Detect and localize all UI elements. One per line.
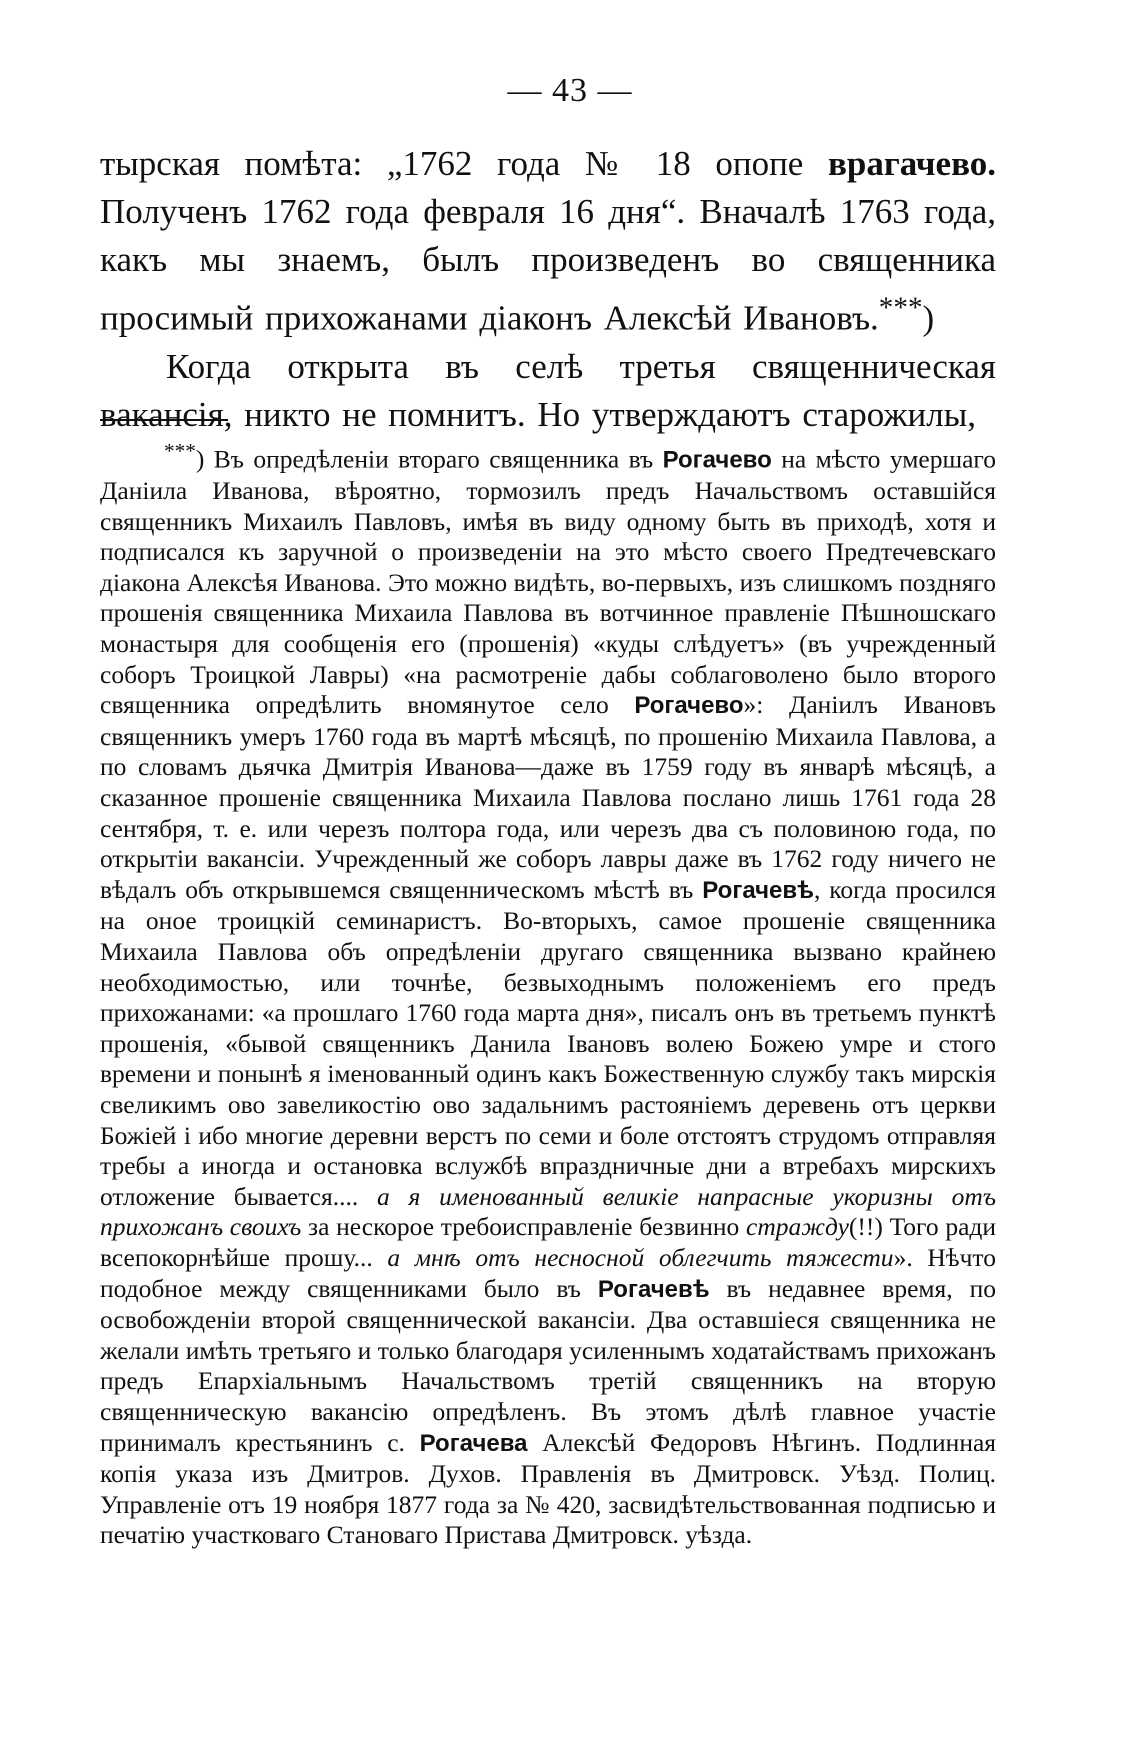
text-run: , когда просился на оное троицкій семинаристъ. Во-вторыхъ, самое прошеніе священника Михаила Павлова объ опредѣленіи другаго священника вызвано крайнею необходимостью, или точнѣе, безвыходнымъ положеніемъ его предъ прихожанами: «а прошлаго 1760 года марта дня», писалъ онъ въ третьемъ пунктѣ прошенія, «бывой священникъ Данила Івановъ волею Божею умре и стого времени и понынѣ я іменованный одинъ какъ Божественную службу такъ мирскія свеликимъ ово завеликостію ово задальнимъ растояніемъ деревень отъ церкви Божіей і ибо многие деревни верстъ по семи и боле отстоятъ струдомъ отправляя требы а иногда и остановка вслужбѣ впраздничные дни а втребахъ мирскихъ отложение бывается.... [100,874,996,1211]
italic-quote: а я именованный великіе напрасные укоризны отъ прихожанъ своихъ [100,1181,996,1242]
page-number: — 43 — [507,72,633,109]
text-run: ) [922,298,935,338]
place-name: врагачево. [827,144,996,183]
footnote-ref: *** [878,292,923,324]
italic-quote: а мнѣ отъ несносной облегчить тяжести [387,1242,894,1272]
place-name: Рогачево [634,692,744,720]
footnote-divider [100,419,228,421]
footnote-marker: *** [164,439,196,463]
place-name: Рогачевѣ [702,876,814,904]
text-run: тырская помѣта: „1762 года № 18 опопе [100,144,828,183]
text-run: на мѣсто умершаго Даніила Иванова, вѣроятно, тормозилъ предъ Начальствомъ оставшійся священникъ Михаилъ Павловъ, имѣя въ виду одному быть въ приходѣ, хотя и подписался къ заручной о произведеніи на это мѣсто своего Предтечевскаго діакона Алексѣя Иванова. Это можно видѣть, во-первыхъ, изъ слишкомъ поздняго прошенія священника Михаила Павлова въ вотчинное правленіе Пѣшношскаго монастыря для сообщенія его (прошенія) «куды слѣдуетъ» (въ учрежденный соборъ Троицкой Лавры) «на расмотреніе дабы соблаговолено было второго священника опредѣлить вномянутое село [100,444,996,720]
text-run: Полученъ 1762 года февраля 16 дня“. Вначалѣ 1763 года, какъ мы знаемъ, былъ произведенъ во священника просимый прихожанами діаконъ Алексѣй Ивановъ. [100,192,996,338]
text-run: въ недавнее время, по освобожденіи второй священнической вакансіи. Два оставшіеся священника не желали имѣть третьяго и только благодаря усиленнымъ ходатайствамъ прихожанъ предъ Епархіальнымъ Начальствомъ третій священникъ на вторую священническую вакансію опредѣленъ. Въ этомъ дѣлѣ главное участіе принималъ крестьянинъ с. [100,1273,996,1457]
main-paragraph-1 [100,140,996,343]
place-name: Рогачевѣ [597,1275,710,1303]
footnote-paragraph [100,436,996,1551]
text-run: ) Въ опредѣленіи втораго священника въ [195,444,663,474]
main-text [100,140,996,439]
text-run: (!!) Того ради всепокорнѣйше прошу... [100,1212,997,1272]
place-name: Рогачево [662,446,772,474]
place-name: Рогачева [419,1429,528,1457]
text-run: за нескорое требоисправленіе безвинно [301,1212,747,1242]
text-run: ». Нѣчто подобное между священниками было въ [100,1242,996,1303]
main-paragraph-2: Когда открыта въ селѣ третья священническая вакансія, никто не помнитъ. Но утверждаютъ старожилы, [100,346,996,434]
italic-quote: стражду [746,1212,849,1242]
text-run: »: Даніилъ Ивановъ священникъ умеръ 1760 года въ мартѣ мѣсяцѣ, по прошенію Михаила Павлова, а по словамъ дьячка Дмитрія Иванова—даже въ 1759 году въ январѣ мѣсяцѣ, а сказанное прошеніе священника Михаила Павлова послано лишь 1761 года 28 сентября, т. е. или черезъ полтора года, или черезъ два съ половиною года, по открытіи вакансіи. Учрежденный же соборъ лавры даже въ 1762 году ничего не вѣдалъ объ открывшемся священническомъ мѣстѣ въ [100,690,996,904]
text-run: Алексѣй Федоровъ Нѣгинъ. Подлинная копія указа изъ Дмитров. Духов. Правленія въ Дмитровск. Уѣзд. Полиц. Управленіе отъ 19 ноября 1877 года за № 420, засвидѣтельствованная подписью и печатію участковаго Становаго Пристава Дмитровск. уѣзда. [100,1427,997,1550]
footnote [100,436,996,1551]
